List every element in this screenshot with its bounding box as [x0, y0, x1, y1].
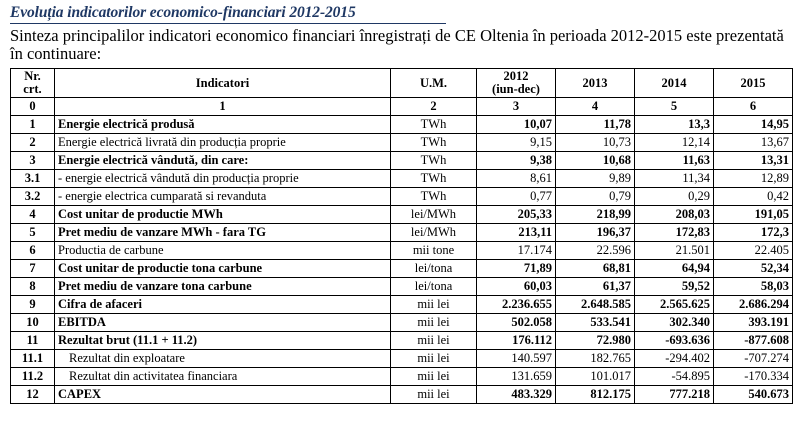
- colnum-3: 3: [477, 98, 556, 116]
- table-row: [11, 188, 793, 206]
- page-title: Evoluția indicatorilor economico-financiari 2012-2015: [10, 4, 356, 21]
- row-value-2015: 393.191: [714, 314, 793, 332]
- row-value-2013: 72.980: [556, 332, 635, 350]
- row-value-2015: 14,95: [714, 116, 793, 134]
- row-value-2012: 71,89: [477, 260, 556, 278]
- row-number: 12: [11, 386, 55, 404]
- row-indicator: Cost unitar de productie MWh: [55, 206, 391, 224]
- row-value-2015: 0,42: [714, 188, 793, 206]
- row-value-2012: 60,03: [477, 278, 556, 296]
- row-unit: lei/tona: [391, 278, 477, 296]
- row-value-2012: 140.597: [477, 350, 556, 368]
- row-value-2015: 22.405: [714, 242, 793, 260]
- row-unit: lei/MWh: [391, 224, 477, 242]
- table-row: [11, 134, 793, 152]
- row-value-2013: 2.648.585: [556, 296, 635, 314]
- row-value-2012: 213,11: [477, 224, 556, 242]
- row-value-2013: 196,37: [556, 224, 635, 242]
- colnum-6: 6: [714, 98, 793, 116]
- row-indicator: Rezultat din activitatea financiara: [55, 368, 391, 386]
- row-value-2012: 483.329: [477, 386, 556, 404]
- table-row: [11, 314, 793, 332]
- row-value-2013: 9,89: [556, 170, 635, 188]
- row-number: 9: [11, 296, 55, 314]
- row-value-2012: 205,33: [477, 206, 556, 224]
- intro-paragraph: Sinteza principalilor indicatori economico financiari înregistrați de CE Oltenia în perioada 2012-2015 este prezentată în continuare:: [10, 26, 784, 64]
- row-value-2014: 59,52: [635, 278, 714, 296]
- colnum-2: 2: [391, 98, 477, 116]
- row-value-2014: -294.402: [635, 350, 714, 368]
- row-unit: mii lei: [391, 296, 477, 314]
- row-value-2015: 172,3: [714, 224, 793, 242]
- table-row: [11, 170, 793, 188]
- row-indicator: EBITDA: [55, 314, 391, 332]
- row-number: 1: [11, 116, 55, 134]
- row-value-2015: 540.673: [714, 386, 793, 404]
- row-value-2015: -707.274: [714, 350, 793, 368]
- row-value-2015: 191,05: [714, 206, 793, 224]
- row-value-2013: 22.596: [556, 242, 635, 260]
- row-indicator: Energie electrică vândută, din care:: [55, 152, 391, 170]
- row-number: 7: [11, 260, 55, 278]
- financial-indicators-table: [10, 68, 793, 404]
- table-row: [11, 332, 793, 350]
- row-value-2012: 10,07: [477, 116, 556, 134]
- row-unit: lei/MWh: [391, 206, 477, 224]
- table-row: [11, 116, 793, 134]
- row-value-2012: 176.112: [477, 332, 556, 350]
- row-value-2012: 9,15: [477, 134, 556, 152]
- row-unit: mii lei: [391, 368, 477, 386]
- colnum-1: 1: [55, 98, 391, 116]
- header-2012-period: (iun-dec): [492, 82, 540, 97]
- row-unit: TWh: [391, 170, 477, 188]
- row-unit: mii lei: [391, 314, 477, 332]
- row-value-2013: 11,78: [556, 116, 635, 134]
- row-indicator: - energie electrică vândută din producția proprie: [55, 170, 391, 188]
- row-value-2014: 64,94: [635, 260, 714, 278]
- row-number: 11.1: [11, 350, 55, 368]
- header-2012-year: 2012: [503, 68, 529, 83]
- row-number: 3.1: [11, 170, 55, 188]
- row-indicator: Cifra de afaceri: [55, 296, 391, 314]
- row-value-2014: 0,29: [635, 188, 714, 206]
- row-number: 8: [11, 278, 55, 296]
- row-value-2012: 8,61: [477, 170, 556, 188]
- row-value-2014: 13,3: [635, 116, 714, 134]
- row-value-2014: -693.636: [635, 332, 714, 350]
- row-value-2013: 68,81: [556, 260, 635, 278]
- row-number: 11.2: [11, 368, 55, 386]
- title-divider: [10, 23, 446, 24]
- row-value-2012: 9,38: [477, 152, 556, 170]
- row-value-2013: 533.541: [556, 314, 635, 332]
- header-2013: 2013: [556, 68, 635, 97]
- row-value-2015: 58,03: [714, 278, 793, 296]
- row-unit: TWh: [391, 116, 477, 134]
- row-value-2013: 10,68: [556, 152, 635, 170]
- table-row: [11, 260, 793, 278]
- row-value-2014: 172,83: [635, 224, 714, 242]
- row-value-2014: 208,03: [635, 206, 714, 224]
- row-value-2014: -54.895: [635, 368, 714, 386]
- colnum-4: 4: [556, 98, 635, 116]
- table-row: [11, 278, 793, 296]
- table-row: [11, 206, 793, 224]
- colnum-5: 5: [635, 98, 714, 116]
- header-um: U.M.: [391, 68, 477, 97]
- table-header-row: [11, 68, 793, 97]
- row-value-2015: 2.686.294: [714, 296, 793, 314]
- row-indicator: Energie electrică produsă: [55, 116, 391, 134]
- row-value-2013: 10,73: [556, 134, 635, 152]
- row-value-2015: -877.608: [714, 332, 793, 350]
- row-value-2013: 0,79: [556, 188, 635, 206]
- row-unit: mii lei: [391, 350, 477, 368]
- header-nr-line1: Nr. crt.: [23, 68, 42, 97]
- row-indicator: - energie electrica cumparată si revanduta: [55, 188, 391, 206]
- row-number: 6: [11, 242, 55, 260]
- table-row: [11, 296, 793, 314]
- header-2012: [477, 68, 556, 97]
- row-indicator: Rezultat din exploatare: [55, 350, 391, 368]
- table-row: [11, 152, 793, 170]
- row-value-2015: 13,31: [714, 152, 793, 170]
- row-number: 2: [11, 134, 55, 152]
- row-value-2014: 2.565.625: [635, 296, 714, 314]
- row-value-2014: 11,63: [635, 152, 714, 170]
- header-2014: 2014: [635, 68, 714, 97]
- row-unit: mii lei: [391, 332, 477, 350]
- table-row: [11, 242, 793, 260]
- table-row: [11, 224, 793, 242]
- row-value-2015: -170.334: [714, 368, 793, 386]
- row-value-2015: 52,34: [714, 260, 793, 278]
- row-indicator: Pret mediu de vanzare MWh - fara TG: [55, 224, 391, 242]
- row-value-2014: 302.340: [635, 314, 714, 332]
- row-indicator: Energie electrică livrată din producția proprie: [55, 134, 391, 152]
- header-2015: 2015: [714, 68, 793, 97]
- row-number: 10: [11, 314, 55, 332]
- header-indicator: Indicatori: [55, 68, 391, 97]
- row-unit: lei/tona: [391, 260, 477, 278]
- row-number: 5: [11, 224, 55, 242]
- row-value-2015: 13,67: [714, 134, 793, 152]
- row-value-2014: 777.218: [635, 386, 714, 404]
- table-row: [11, 368, 793, 386]
- row-unit: mii lei: [391, 386, 477, 404]
- row-unit: mii tone: [391, 242, 477, 260]
- header-nr: [11, 68, 55, 97]
- row-value-2014: 11,34: [635, 170, 714, 188]
- table-body: [11, 116, 793, 404]
- row-unit: TWh: [391, 152, 477, 170]
- row-value-2012: 502.058: [477, 314, 556, 332]
- row-value-2012: 17.174: [477, 242, 556, 260]
- row-unit: TWh: [391, 188, 477, 206]
- colnum-0: 0: [11, 98, 55, 116]
- row-indicator: Cost unitar de productie tona carbune: [55, 260, 391, 278]
- row-value-2014: 21.501: [635, 242, 714, 260]
- row-value-2013: 182.765: [556, 350, 635, 368]
- row-value-2015: 12,89: [714, 170, 793, 188]
- row-number: 3: [11, 152, 55, 170]
- row-indicator: CAPEX: [55, 386, 391, 404]
- row-value-2013: 101.017: [556, 368, 635, 386]
- row-value-2012: 0,77: [477, 188, 556, 206]
- row-indicator: Rezultat brut (11.1 + 11.2): [55, 332, 391, 350]
- row-number: 11: [11, 332, 55, 350]
- row-value-2013: 61,37: [556, 278, 635, 296]
- row-unit: TWh: [391, 134, 477, 152]
- column-number-row: [11, 98, 793, 116]
- table-row: [11, 386, 793, 404]
- row-value-2014: 12,14: [635, 134, 714, 152]
- row-value-2013: 218,99: [556, 206, 635, 224]
- row-number: 3.2: [11, 188, 55, 206]
- row-value-2012: 2.236.655: [477, 296, 556, 314]
- row-value-2012: 131.659: [477, 368, 556, 386]
- table-row: [11, 350, 793, 368]
- row-indicator: Pret mediu de vanzare tona carbune: [55, 278, 391, 296]
- row-number: 4: [11, 206, 55, 224]
- row-value-2013: 812.175: [556, 386, 635, 404]
- row-indicator: Productia de carbune: [55, 242, 391, 260]
